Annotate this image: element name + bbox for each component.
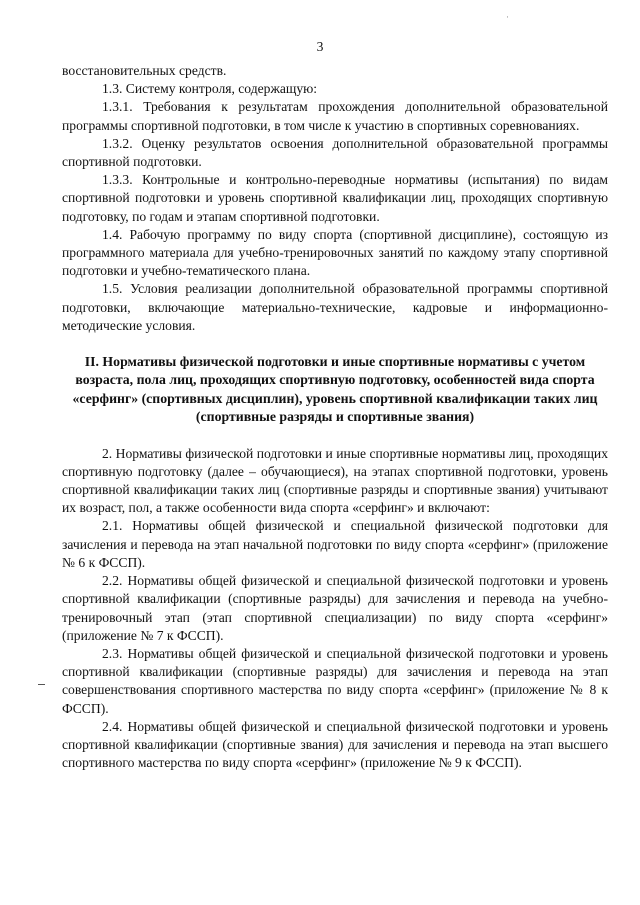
paragraph-2-1: 2.1. Нормативы общей физической и специальной физической подготовки для зачисления и перевода на этап начальной подготовки по виду спорта «серфинг» (приложение № 6 к ФССП). bbox=[62, 518, 608, 570]
paragraph-2-3: 2.3. Нормативы общей физической и специальной физической подготовки и уровень спортивной квалификации (спортивные разряды) для зачисления и перевода на этап совершенствования спортивного мастерства по виду спорта «серфинг» (приложение № 8 к ФССП). bbox=[62, 645, 608, 716]
paragraph-1-3: 1.3. Систему контроля, содержащую: bbox=[102, 81, 318, 97]
page-number: 3 bbox=[316, 39, 324, 54]
paragraph-1-3-1: 1.3.1. Требования к результатам прохождения дополнительной образовательной программы спортивной подготовки, в том числе к участию в спортивных соревнованиях. bbox=[62, 99, 608, 133]
paragraph-1-3-3: 1.3.3. Контрольные и контрольно-переводные нормативы (испытания) по видам спортивной подготовки и уровень спортивной квалификации лиц, проходящих спортивную подготовку, по годам и этапам спортивной подготовки. bbox=[62, 172, 608, 224]
paragraph-2-4: 2.4. Нормативы общей физической и специальной физической подготовки и уровень спортивной квалификации (спортивные звания) для зачисления и перевода на этап высшего спортивного мастерства по виду спорта «серфинг» (приложение № 9 к ФССП). bbox=[62, 718, 608, 771]
paragraph-1-4: 1.4. Рабочую программу по виду спорта (спортивной дисциплине), состоящую из программного материала для учебно-тренировочных занятий по каждому этапу спортивной подготовки и учебно-тематического плана. bbox=[62, 226, 608, 279]
section-heading: II. Нормативы физической подготовки и иные спортивные нормативы с учетом возраста, пола лиц, проходящих спортивную подготовку, особенностей вида спорта «серфинг» (спортивных дисциплин), уровень спортивной квалификации таких лиц (спортивные разряды и спортивные звания) bbox=[72, 354, 598, 425]
margin-mark bbox=[38, 684, 45, 685]
paragraph-1-5: 1.5. Условия реализации дополнительной образовательной программы спортивной подготовки, включающие материально-технические, кадровые и информационно-методические условия. bbox=[62, 281, 608, 333]
paragraph-2: 2. Нормативы физической подготовки и иные спортивные нормативы лиц, проходящих спортивную подготовку (далее – обучающиеся), на этапах спортивной подготовки, уровень спортивной квалификации таких лиц (спортивные разряды и спортивные звания) учитывают их возраст, пол, а также особенности вида спорта «серфинг» и включают: bbox=[62, 445, 608, 516]
document-body bbox=[62, 62, 608, 772]
paragraph-2-2: 2.2. Нормативы общей физической и специальной физической подготовки и уровень спортивной квалификации (спортивные разряды) для зачисления и перевода на учебно-тренировочный этап (этап спортивной специализации) по виду спорта «серфинг» (приложение № 7 к ФССП). bbox=[62, 573, 608, 643]
scan-mark: · bbox=[506, 12, 509, 22]
paragraph-1-3-2: 1.3.2. Оценку результатов освоения дополнительной образовательной программы спортивной подготовки. bbox=[62, 135, 608, 170]
paragraph-continuation: восстановительных средств. bbox=[62, 63, 227, 78]
